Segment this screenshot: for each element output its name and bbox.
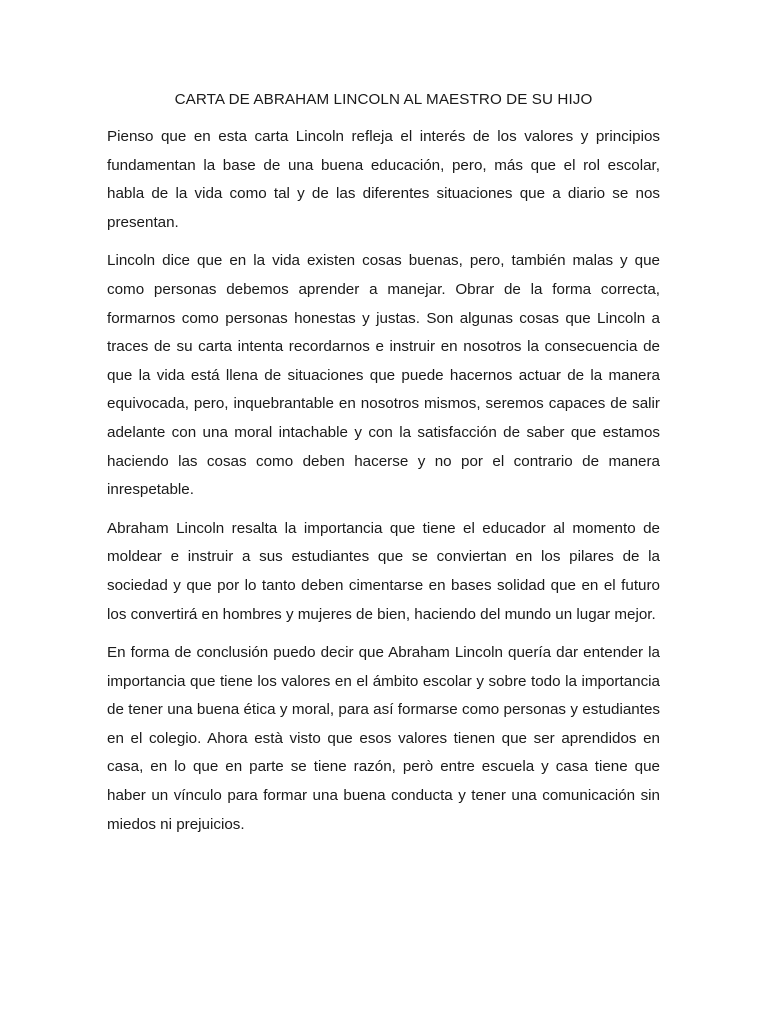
paragraph-values: Lincoln dice que en la vida existen cosas buenas, pero, también malas y que como personas debemos aprender a manejar. Obrar de la forma correcta, formarnos como personas honestas y justas. Son algunas cosas que Lincoln a traces de su carta intenta recordarnos e instruir en nosotros la consecuencia de que la vida está llena de situaciones que puede hacernos actuar de la manera equivocada, pero, inquebrantable en nosotros mismos, seremos capaces de salir adelante con una moral intachable y con la satisfacción de saber que estamos haciendo las cosas como deben hacerse y no por el contrario de manera inrespetable. — [107, 252, 660, 499]
paragraph-educator: Abraham Lincoln resalta la importancia que tiene el educador al momento de moldear e instruir a sus estudiantes que se conviertan en los pilares de la sociedad y que por lo tanto deben cimentarse en bases solidad que en el futuro los convertirá en hombres y mujeres de bien, haciendo del mundo un lugar mejor. — [107, 519, 660, 623]
document-page — [107, 88, 660, 849]
paragraph-intro: Pienso que en esta carta Lincoln refleja el interés de los valores y principios fundamentan la base de una buena educación, pero, más que el rol escolar, habla de la vida como tal y de las diferentes situaciones que a diario se nos presentan. — [107, 128, 660, 231]
paragraph-conclusion: En forma de conclusión puedo decir que Abraham Lincoln quería dar entender la importancia que tiene los valores en el ámbito escolar y sobre todo la importancia de tener una buena ética y moral, para así formarse como personas y estudiantes en el colegio. Ahora està visto que esos valores tienen que ser aprendidos en casa, en lo que en parte se tiene razón, però entre escuela y casa tiene que haber un vínculo para formar una buena conducta y tener una comunicación sin miedos ni prejuicios. — [107, 644, 660, 833]
document-title: CARTA DE ABRAHAM LINCOLN AL MAESTRO DE SU HIJO — [174, 91, 593, 108]
